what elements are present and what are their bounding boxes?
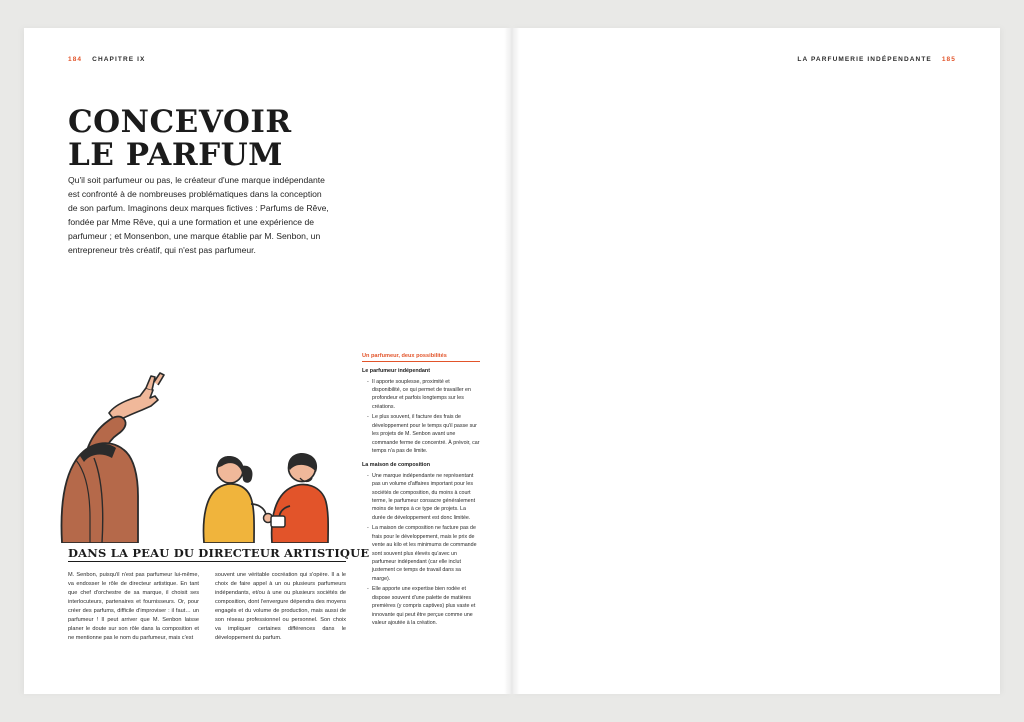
folio-right: 185	[941, 56, 956, 63]
page-title	[68, 106, 368, 171]
sidebar-body	[362, 367, 480, 633]
left-page	[24, 28, 512, 694]
folio-left: 184	[68, 56, 83, 63]
section-label: LA PARFUMERIE INDÉPENDANTE	[797, 56, 932, 63]
list-item: - Elle apporte une expertise bien rodée et dispose souvent d'une palette de matières premières (y compris captives) plus vaste et innovante qui peut être perçue comme une valeur ajoutée à la création.	[368, 585, 480, 627]
intro-paragraph: Qu'il soit parfumeur ou pas, le créateur d'une marque indépendante est confronté à de nombreuses problématiques dans la conception de son parfum. Imaginons deux marques fictives : Parfums de Rêve, fondée par Mme Rêve, qui a une formation et une expérience de parfumeur ; et Monsenbon, une marque établie par M. Senbon, un entrepreneur très créatif, qui n'est pas parfumeur.	[68, 175, 329, 255]
sidebar-block2-list	[362, 472, 480, 627]
section-heading-art-director: DANS LA PEAU DU DIRECTEUR ARTISTIQUE	[68, 546, 370, 560]
running-head-left	[68, 56, 145, 63]
list-item: - La maison de composition ne facture pas de frais pour le développement, mais le prix de vente au kilo et les minimums de commande sont souvent plus élevés qu'avec un parfumeur indépendant (car elle inclut justement ce temps de travail dans sa marge).	[368, 524, 480, 583]
page-title-line: CONCEVOIR	[68, 104, 292, 140]
running-head-right	[797, 56, 956, 63]
body-column-1: M. Senbon, puisqu'il n'est pas parfumeur lui-même, va endosser le rôle de directeur artistique. En tant que chef d'orchestre de sa marque, il choisit ses interlocuteurs, partenaires et fournisseurs. Or, pour créer des parfums, difficile d'improviser : il faut… un parfumeur ! Il peut arriver que M. Senbon laisse planer le doute sur son rôle dans la composition et ne mentionne pas le nom du parfumeur, mais c'est	[68, 572, 199, 642]
right-page	[512, 28, 1000, 694]
sidebar-block1-heading: Le parfumeur indépendant	[362, 368, 430, 374]
list-item: - Une marque indépendante ne représentant pas un volume d'affaires important pour les sociétés de composition, du moins à court terme, le parfumeur consacre généralement moins de temps à ce type de projets. La durée de développement est donc limitée.	[368, 472, 480, 522]
page-title-line: LE PARFUM	[68, 136, 283, 173]
chapter-label: CHAPITRE IX	[92, 56, 146, 63]
body-column-2: souvent une véritable cocréation qui s'opère. Il a le choix de faire appel à un ou plusieurs parfumeurs indépendants, et/ou à une ou plusieurs sociétés de composition, dont l'envergure dépendra des moyens engagés et du volume de production, mais aussi de son réseau professionnel ou personnel. Son choix va impliquer certaines différences dans le développement du parfum.	[215, 572, 346, 642]
sidebar-heading: Un parfumeur, deux possibilités	[362, 353, 480, 362]
sidebar-block2-heading: La maison de composition	[362, 462, 430, 469]
sidebar-block1-list	[362, 378, 480, 456]
list-item: - Il apporte souplesse, proximité et disponibilité, ce qui permet de travailler en profondeur et parfois longtemps sur les créations.	[368, 378, 480, 411]
illustration-art-director	[54, 318, 384, 543]
list-item: - Le plus souvent, il facture des frais de développement pour le temps qu'il passe sur les projets de M. Senbon avant une commande ferme de concentré. À prévoir, car temps n'a pas de limite.	[368, 413, 480, 455]
